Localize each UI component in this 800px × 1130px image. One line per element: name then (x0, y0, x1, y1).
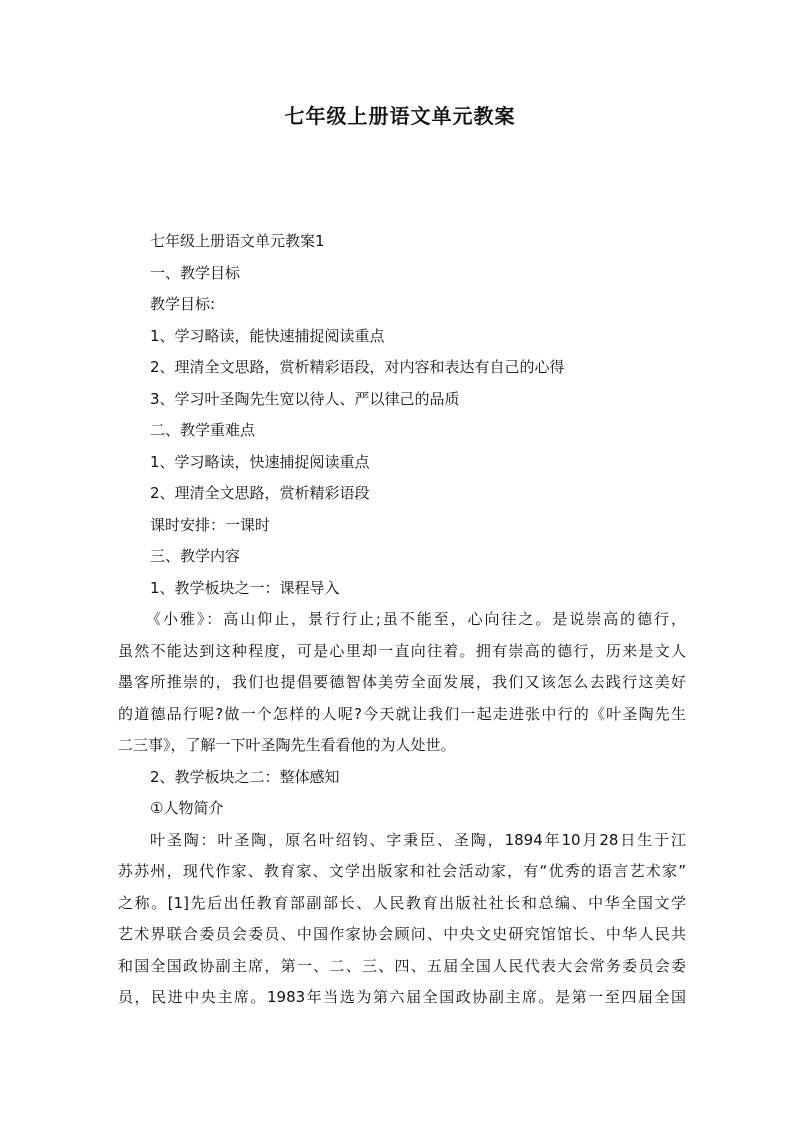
list-item: 2、理清全文思路，赏析精彩语段 (150, 484, 370, 502)
paragraph-line: 《小雅》：高山仰止，景行行止;虽不能至，心向往之。是说崇高的德行， (146, 610, 686, 628)
paragraph-line: 虽然不能达到这种程度，可是心里却一直向往着。拥有崇高的德行，历来是文人 (118, 641, 686, 660)
list-item: 3、学习叶圣陶先生宽以待人、严以律己的品质 (150, 389, 460, 408)
list-item: 1、学习略读，快速捕捉阅读重点 (150, 452, 370, 471)
paragraph-line: 叶圣陶：叶圣陶，原名叶绍钧、字秉臣、圣陶，1894年10月28日生于江 (150, 830, 686, 849)
section-heading: 二、教学重难点 (150, 421, 256, 439)
paragraph-line: 课时安排：一课时 (150, 515, 271, 534)
paragraph-line: 教学目标: (150, 295, 216, 313)
paragraph-line: 墨客所推崇的，我们也提倡要德智体美劳全面发展，我们又该怎么去践行这美好 (118, 673, 686, 691)
paragraph-line: 员，民进中央主席。1983年当选为第六届全国政协副主席。是第一至四届全国 (118, 988, 686, 1006)
paragraph-line: 和国全国政协副主席，第一、二、三、四、五届全国人民代表大会常务委员会委 (118, 956, 686, 975)
section-heading: ①人物简介 (150, 799, 224, 817)
section-heading: 三、教学内容 (150, 547, 241, 565)
paragraph-line: 的道德品行呢?做一个怎样的人呢?今天就让我们一起走进张中行的《叶圣陶先生 (118, 704, 686, 723)
paragraph-line: 苏苏州，现代作家、教育家、文学出版家和社会活动家，有“优秀的语言艺术家” (118, 862, 686, 880)
section-heading: 一、教学目标 (150, 263, 241, 282)
section-heading: 1、教学板块之一：课程导入 (150, 578, 340, 597)
section-heading: 七年级上册语文单元教案1 (150, 232, 325, 250)
section-heading: 2、教学板块之二：整体感知 (150, 767, 340, 786)
paragraph-line: 二三事》，了解一下叶圣陶先生看看他的为人处世。 (118, 736, 456, 754)
document-body (118, 226, 686, 1014)
paragraph-line: 之称。[1]先后出任教育部副部长、人民教育出版社社长和总编、中华全国文学 (118, 893, 686, 912)
paragraph-line: 艺术界联合委员会委员、中国作家协会顾问、中央文史研究馆馆长、中华人民共 (118, 925, 686, 943)
list-item: 1、学习略读，能快速捕捉阅读重点 (150, 326, 385, 345)
list-item: 2、理清全文思路，赏析精彩语段，对内容和表达有自己的心得 (150, 358, 565, 376)
document-title: 七年级上册语文单元教案 (284, 104, 516, 128)
